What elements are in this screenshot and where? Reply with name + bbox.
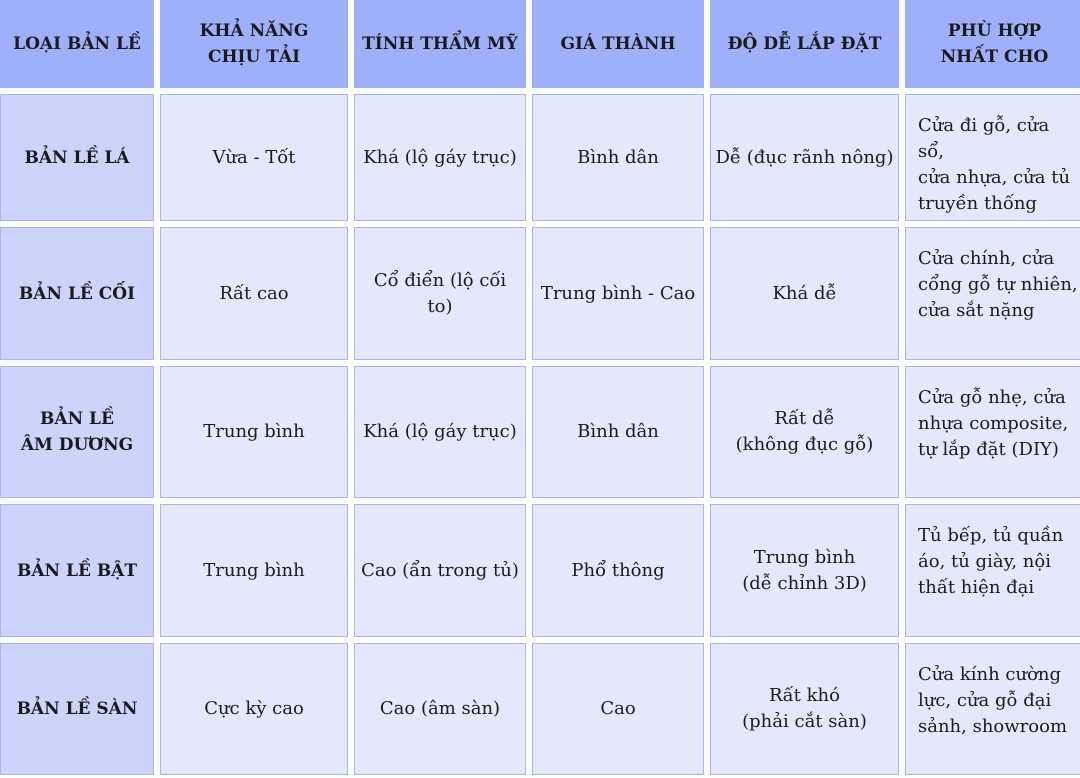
cell-aesthetic: Khá (lộ gáy trục) <box>354 366 526 498</box>
cell-install: Dễ (đục rãnh nông) <box>710 94 899 221</box>
cell-aesthetic: Cao (ẩn trong tủ) <box>354 504 526 637</box>
cell-load: Trung bình <box>160 366 348 498</box>
header-load-capacity: KHẢ NĂNG CHỊU TẢI <box>160 0 348 88</box>
cell-aesthetic: Khá (lộ gáy trục) <box>354 94 526 221</box>
cell-suited: Cửa chính, cửa cổng gỗ tự nhiên, cửa sắt nặng <box>905 227 1080 360</box>
header-price: GIÁ THÀNH <box>532 0 704 88</box>
cell-price: Phổ thông <box>532 504 704 637</box>
cell-load: Rất cao <box>160 227 348 360</box>
cell-price: Bình dân <box>532 94 704 221</box>
row-header-cabinet-hinge: BẢN LỀ BẬT <box>0 504 154 637</box>
row-header-barrel-hinge: BẢN LỀ CỐI <box>0 227 154 360</box>
cell-price: Cao <box>532 643 704 775</box>
header-best-suited-for: PHÙ HỢP NHẤT CHO <box>905 0 1080 88</box>
cell-aesthetic: Cổ điển (lộ cối to) <box>354 227 526 360</box>
cell-install: Rất khó (phải cắt sàn) <box>710 643 899 775</box>
row-header-flag-hinge: BẢN LỀ ÂM DƯƠNG <box>0 366 154 498</box>
cell-install: Khá dễ <box>710 227 899 360</box>
row-header-floor-hinge: BẢN LỀ SÀN <box>0 643 154 775</box>
cell-suited: Cửa đi gỗ, cửa sổ, cửa nhựa, cửa tủ truyền thống <box>905 94 1080 221</box>
cell-install: Rất dễ (không đục gỗ) <box>710 366 899 498</box>
header-aesthetics: TÍNH THẨM MỸ <box>354 0 526 88</box>
cell-load: Cực kỳ cao <box>160 643 348 775</box>
cell-load: Trung bình <box>160 504 348 637</box>
cell-aesthetic: Cao (âm sàn) <box>354 643 526 775</box>
row-header-leaf-hinge: BẢN LỀ LÁ <box>0 94 154 221</box>
cell-price: Bình dân <box>532 366 704 498</box>
cell-suited: Cửa gỗ nhẹ, cửa nhựa composite, tự lắp đặt (DIY) <box>905 366 1080 498</box>
header-installation-ease: ĐỘ DỄ LẮP ĐẶT <box>710 0 899 88</box>
cell-suited: Tủ bếp, tủ quần áo, tủ giày, nội thất hiện đại <box>905 504 1080 637</box>
header-hinge-type: LOẠI BẢN LỀ <box>0 0 154 88</box>
cell-suited: Cửa kính cường lực, cửa gỗ đại sảnh, showroom <box>905 643 1080 775</box>
cell-install: Trung bình (dễ chỉnh 3D) <box>710 504 899 637</box>
cell-load: Vừa - Tốt <box>160 94 348 221</box>
cell-price: Trung bình - Cao <box>532 227 704 360</box>
